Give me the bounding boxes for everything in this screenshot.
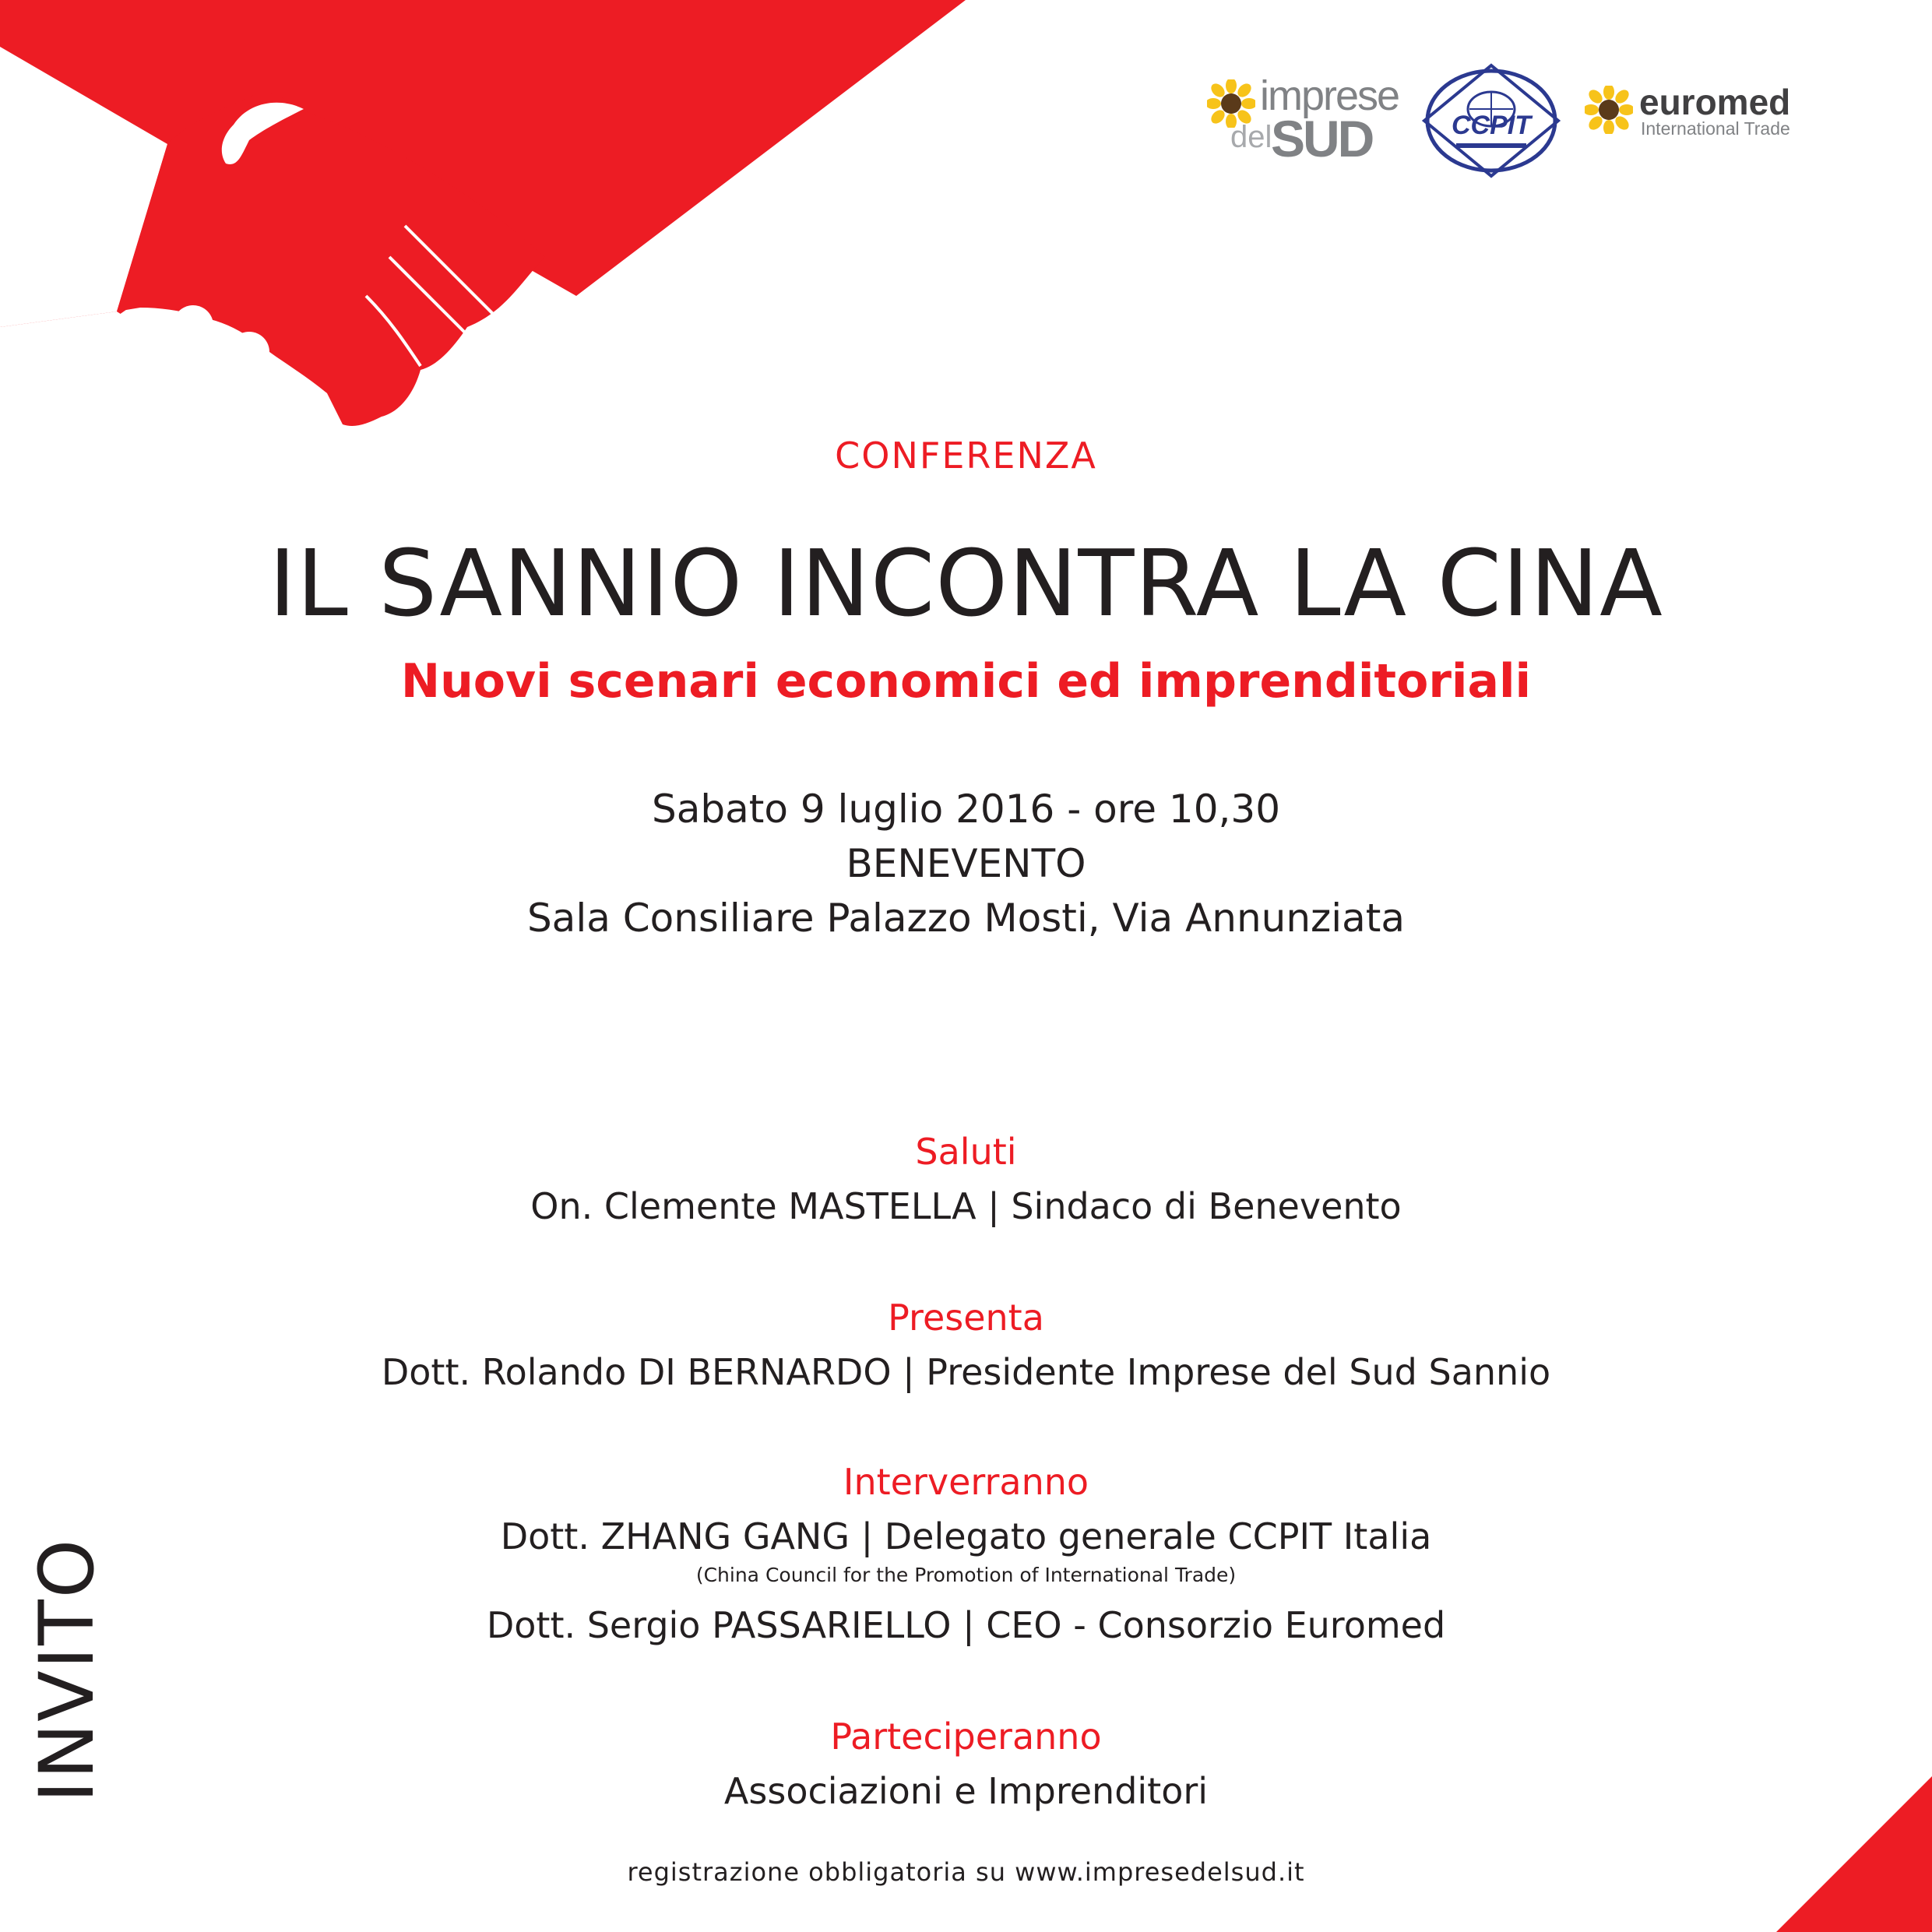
imprese-logo-sud: SUD <box>1271 110 1373 167</box>
presenta-heading: Presenta <box>888 1297 1044 1339</box>
saluti-heading: Saluti <box>915 1131 1017 1173</box>
sponsor-logos <box>1199 62 1791 179</box>
euromed-logo-text: euromed <box>1639 82 1791 122</box>
interverranno-heading: Interverranno <box>843 1461 1089 1503</box>
ccpit-logo <box>1421 62 1561 179</box>
euromed-logo <box>1585 82 1795 156</box>
handshake-graphic <box>0 0 981 436</box>
saluti-line: On. Clemente MASTELLA | Sindaco di Benevento <box>530 1185 1402 1227</box>
event-city: BENEVENTO <box>846 841 1086 886</box>
parteciperanno-line: Associazioni e Imprenditori <box>723 1770 1209 1812</box>
imprese-del-sud-logo <box>1199 70 1399 167</box>
parteciperanno-heading: Parteciperanno <box>830 1716 1102 1758</box>
ccpit-logo-text: CCPIT <box>1452 111 1531 140</box>
registration-note: registrazione obbligatoria su www.impresedelsud.it <box>627 1857 1305 1887</box>
event-date: Sabato 9 luglio 2016 - ore 10,30 <box>651 787 1281 832</box>
sunflower-icon <box>1585 86 1633 134</box>
conference-label: CONFERENZA <box>835 435 1097 477</box>
interverranno-note: (China Council for the Promotion of International Trade) <box>695 1564 1237 1586</box>
imprese-logo-del: del <box>1230 120 1272 154</box>
page-title: IL SANNIO INCONTRA LA CINA <box>269 530 1663 637</box>
page-subtitle: Nuovi scenari economici ed imprenditoriali <box>400 654 1532 709</box>
interverranno-line-2: Dott. Sergio PASSARIELLO | CEO - Consorzio Euromed <box>486 1604 1446 1646</box>
event-venue: Sala Consiliare Palazzo Mosti, Via Annunziata <box>526 896 1406 941</box>
invito-label: INVITO <box>23 1537 111 1803</box>
euromed-logo-subtitle: International Trade <box>1641 118 1790 139</box>
imprese-logo-text: imprese <box>1260 72 1399 119</box>
presenta-line: Dott. Rolando DI BERNARDO | Presidente Imprese del Sud Sannio <box>381 1351 1551 1393</box>
interverranno-line-1: Dott. ZHANG GANG | Delegato generale CCPIT Italia <box>500 1515 1432 1557</box>
